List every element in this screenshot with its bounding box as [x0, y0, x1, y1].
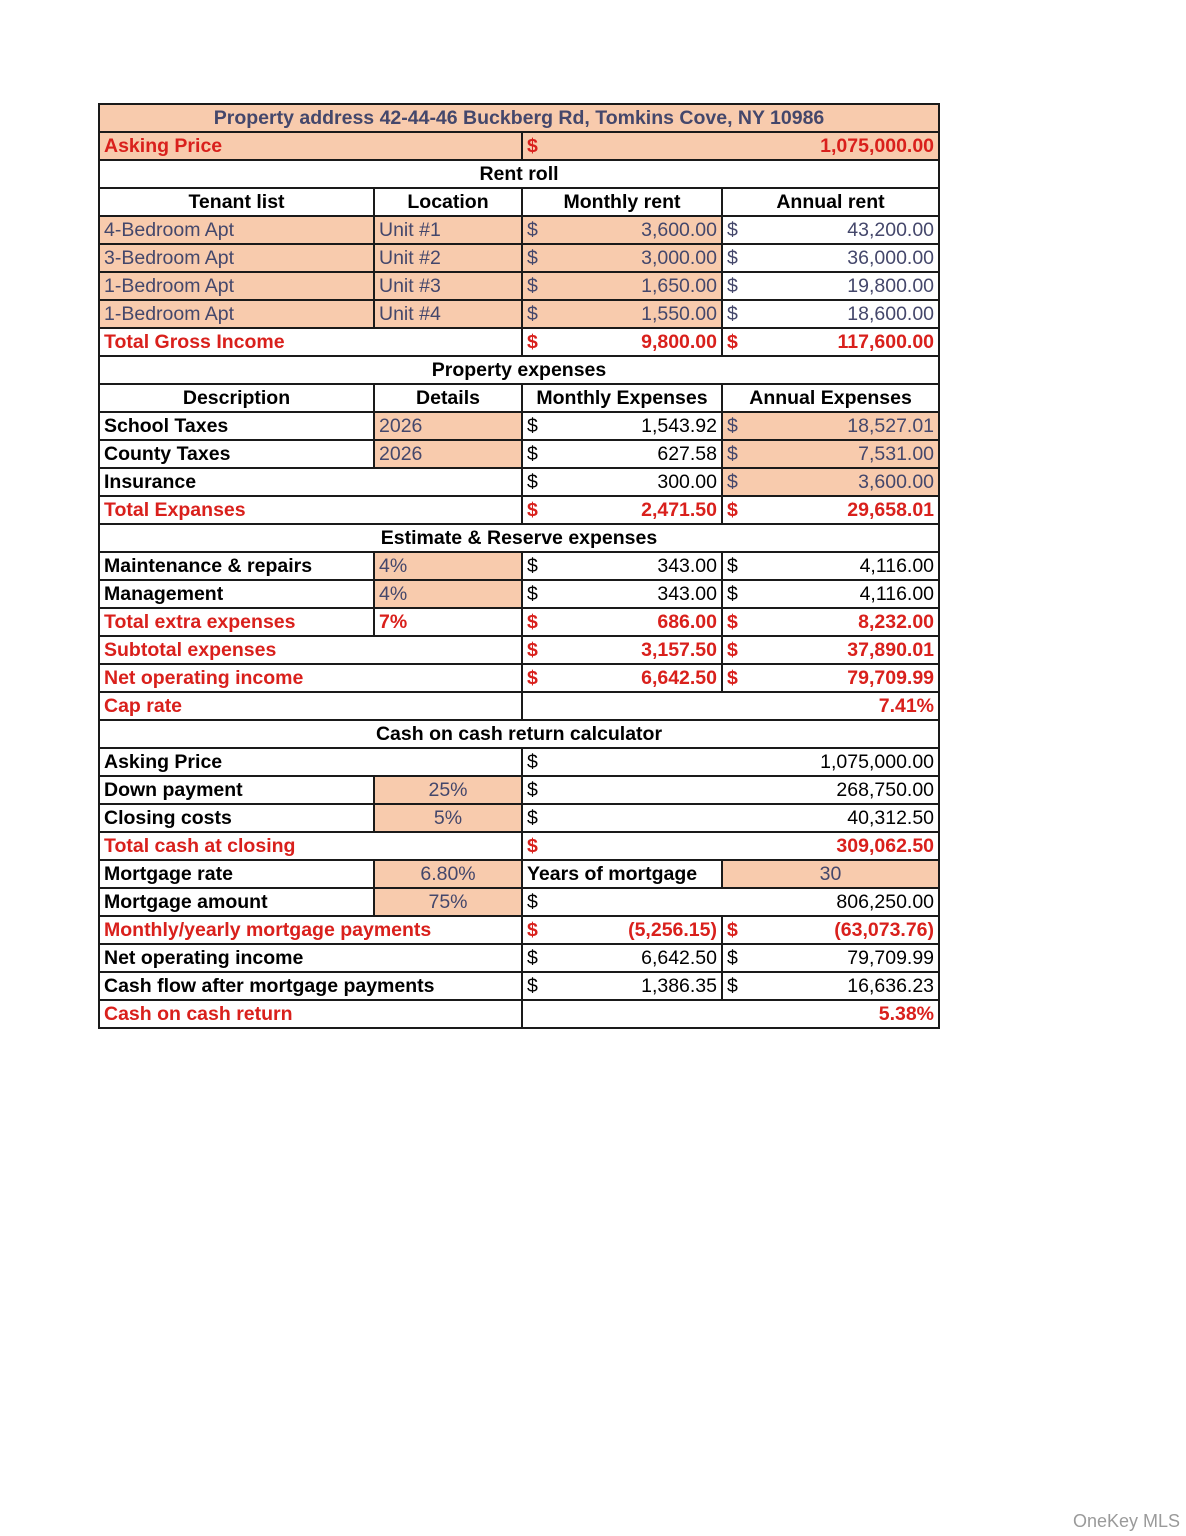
currency-symbol: $ — [727, 219, 738, 241]
currency-symbol: $ — [727, 499, 738, 521]
total-extra-annual: 8,232.00 — [858, 611, 935, 633]
currency-symbol: $ — [527, 807, 538, 829]
currency-symbol: $ — [727, 247, 738, 269]
monthly-expense: 300.00 — [657, 471, 717, 493]
currency-symbol: $ — [527, 415, 538, 437]
total-extra-expenses-row — [99, 608, 939, 636]
total-cash-row — [99, 832, 939, 860]
total-cash-value: 309,062.50 — [836, 835, 935, 857]
coc-noi-monthly: 6,642.50 — [641, 947, 717, 969]
cash-flow-annual: 16,636.23 — [847, 975, 935, 997]
currency-symbol: $ — [527, 583, 538, 605]
table-row — [99, 300, 939, 328]
currency-symbol: $ — [727, 331, 738, 353]
monthly-rent-cell: 3,600.00 — [641, 219, 717, 241]
header-monthly-rent: Monthly rent — [522, 188, 722, 216]
title-row — [99, 104, 939, 132]
subtotal-expenses-label: Subtotal expenses — [99, 636, 522, 664]
cap-rate-value: 7.41% — [522, 692, 939, 720]
monthly-rent-cell: 1,550.00 — [641, 303, 717, 325]
annual-rent-cell: 19,800.00 — [847, 275, 935, 297]
coc-noi-annual: 79,709.99 — [847, 947, 935, 969]
monthly-rent-cell: 3,000.00 — [641, 247, 717, 269]
reserve-annual: 4,116.00 — [859, 583, 935, 605]
rent-roll-heading-row — [99, 160, 939, 188]
subtotal-monthly: 3,157.50 — [641, 639, 717, 661]
currency-symbol: $ — [527, 303, 538, 325]
down-payment-label: Down payment — [99, 776, 374, 804]
tenant-cell: 4-Bedroom Apt — [99, 216, 374, 244]
reserve-heading-row — [99, 524, 939, 552]
currency-symbol: $ — [527, 667, 538, 689]
table-row — [99, 272, 939, 300]
coc-return-label: Cash on cash return — [99, 1000, 522, 1028]
annual-rent-cell: 43,200.00 — [847, 219, 935, 241]
property-expenses-heading: Property expenses — [99, 356, 939, 384]
header-location: Location — [374, 188, 522, 216]
currency-symbol: $ — [527, 331, 538, 353]
noi-monthly: 6,642.50 — [641, 667, 717, 689]
coc-heading: Cash on cash return calculator — [99, 720, 939, 748]
table-row — [99, 216, 939, 244]
header-annual-expenses: Annual Expenses — [722, 384, 939, 412]
noi-label: Net operating income — [99, 664, 522, 692]
total-monthly-expenses: 2,471.50 — [641, 499, 717, 521]
cap-rate-label: Cap rate — [99, 692, 522, 720]
mortgage-payments-label: Monthly/yearly mortgage payments — [99, 916, 522, 944]
mortgage-amount-value: 806,250.00 — [836, 891, 935, 913]
rent-roll-heading: Rent roll — [99, 160, 939, 188]
header-tenant-list: Tenant list — [99, 188, 374, 216]
annual-expense: 18,527.01 — [847, 415, 935, 437]
total-expenses-row — [99, 496, 939, 524]
currency-symbol: $ — [527, 611, 538, 633]
currency-symbol: $ — [527, 751, 538, 773]
property-address: Property address 42-44-46 Buckberg Rd, Tomkins Cove, NY 10986 — [99, 104, 939, 132]
coc-asking-label: Asking Price — [99, 748, 522, 776]
total-gross-income-label: Total Gross Income — [99, 328, 522, 356]
table-row — [99, 244, 939, 272]
total-extra-monthly: 686.00 — [657, 611, 717, 633]
down-payment-row — [99, 776, 939, 804]
mortgage-payment-monthly: (5,256.15) — [628, 919, 717, 941]
table-row — [99, 468, 939, 496]
currency-symbol: $ — [527, 219, 538, 241]
total-extra-expenses-label: Total extra expenses — [99, 608, 374, 636]
coc-asking-row — [99, 748, 939, 776]
currency-symbol: $ — [727, 443, 738, 465]
total-annual-expenses: 29,658.01 — [847, 499, 935, 521]
coc-noi-label: Net operating income — [99, 944, 522, 972]
table-row — [99, 552, 939, 580]
monthly-expense: 627.58 — [657, 443, 717, 465]
total-cash-label: Total cash at closing — [99, 832, 522, 860]
coc-asking-value: 1,075,000.00 — [820, 751, 935, 773]
header-description: Description — [99, 384, 374, 412]
cash-flow-monthly: 1,386.35 — [641, 975, 717, 997]
currency-symbol: $ — [727, 415, 738, 437]
total-expenses-label: Total Expanses — [99, 496, 522, 524]
reserve-description: Management — [99, 580, 374, 608]
tenant-cell: 1-Bedroom Apt — [99, 300, 374, 328]
currency-symbol: $ — [727, 583, 738, 605]
years-of-mortgage-value: 30 — [722, 860, 939, 888]
currency-symbol: $ — [727, 275, 738, 297]
table-row — [99, 440, 939, 468]
header-monthly-expenses: Monthly Expenses — [522, 384, 722, 412]
rent-roll-header-row — [99, 188, 939, 216]
total-annual-rent: 117,600.00 — [837, 331, 935, 353]
mortgage-rate-label: Mortgage rate — [99, 860, 374, 888]
header-annual-rent: Annual rent — [722, 188, 939, 216]
currency-symbol: $ — [527, 975, 538, 997]
total-extra-expenses-percent: 7% — [374, 608, 522, 636]
currency-symbol: $ — [527, 555, 538, 577]
currency-symbol: $ — [727, 667, 738, 689]
cash-flow-label: Cash flow after mortgage payments — [99, 972, 522, 1000]
currency-symbol: $ — [727, 611, 738, 633]
currency-symbol: $ — [727, 947, 738, 969]
down-payment-value: 268,750.00 — [836, 779, 935, 801]
mortgage-payments-row — [99, 916, 939, 944]
currency-symbol: $ — [527, 443, 538, 465]
closing-costs-percent: 5% — [374, 804, 522, 832]
net-operating-income-row — [99, 664, 939, 692]
expense-description: Insurance — [99, 468, 522, 496]
closing-costs-label: Closing costs — [99, 804, 374, 832]
annual-expense: 3,600.00 — [858, 471, 935, 493]
mortgage-rate-percent: 6.80% — [374, 860, 522, 888]
reserve-percent: 4% — [374, 552, 522, 580]
annual-rent-cell: 36,000.00 — [847, 247, 935, 269]
watermark: OneKey MLS — [1072, 1511, 1180, 1531]
reserve-annual: 4,116.00 — [859, 555, 935, 577]
location-cell: Unit #2 — [374, 244, 522, 272]
currency-symbol: $ — [727, 303, 738, 325]
currency-symbol: $ — [727, 919, 738, 941]
table-row — [99, 580, 939, 608]
currency-symbol: $ — [527, 499, 538, 521]
currency-symbol: $ — [727, 639, 738, 661]
coc-return-row — [99, 1000, 939, 1028]
currency-symbol: $ — [727, 471, 738, 493]
expense-details: 2026 — [374, 412, 522, 440]
location-cell: Unit #1 — [374, 216, 522, 244]
coc-return-value: 5.38% — [522, 1000, 939, 1028]
header-details: Details — [374, 384, 522, 412]
expense-details: 2026 — [374, 440, 522, 468]
currency-symbol: $ — [527, 919, 538, 941]
closing-costs-value: 40,312.50 — [847, 807, 935, 829]
currency-symbol: $ — [527, 247, 538, 269]
cap-rate-row — [99, 692, 939, 720]
mortgage-rate-row — [99, 860, 939, 888]
coc-heading-row — [99, 720, 939, 748]
mortgage-amount-percent: 75% — [374, 888, 522, 916]
currency-symbol: $ — [527, 639, 538, 661]
annual-expense: 7,531.00 — [858, 443, 935, 465]
down-payment-percent: 25% — [374, 776, 522, 804]
reserve-description: Maintenance & repairs — [99, 552, 374, 580]
location-cell: Unit #3 — [374, 272, 522, 300]
noi-annual: 79,709.99 — [847, 667, 935, 689]
currency-symbol: $ — [527, 835, 538, 857]
mortgage-payment-annual: (63,073.76) — [834, 919, 935, 941]
expense-description: School Taxes — [99, 412, 374, 440]
asking-price-label: Asking Price — [99, 132, 522, 160]
asking-price-value: 1,075,000.00 — [820, 135, 935, 157]
asking-price-row — [99, 132, 939, 160]
reserve-monthly: 343.00 — [657, 555, 717, 577]
currency-symbol: $ — [527, 779, 538, 801]
currency-symbol: $ — [527, 275, 538, 297]
subtotal-annual: 37,890.01 — [847, 639, 935, 661]
location-cell: Unit #4 — [374, 300, 522, 328]
tenant-cell: 3-Bedroom Apt — [99, 244, 374, 272]
currency-symbol: $ — [527, 891, 538, 913]
currency-symbol: $ — [727, 975, 738, 997]
table-row — [99, 412, 939, 440]
coc-noi-row — [99, 944, 939, 972]
currency-symbol: $ — [527, 135, 538, 157]
investment-analysis-sheet — [98, 103, 940, 1029]
monthly-rent-cell: 1,650.00 — [641, 275, 717, 297]
currency-symbol: $ — [727, 555, 738, 577]
closing-costs-row — [99, 804, 939, 832]
reserve-monthly: 343.00 — [657, 583, 717, 605]
expense-description: County Taxes — [99, 440, 374, 468]
total-gross-income-row — [99, 328, 939, 356]
mortgage-amount-label: Mortgage amount — [99, 888, 374, 916]
cash-flow-row — [99, 972, 939, 1000]
tenant-cell: 1-Bedroom Apt — [99, 272, 374, 300]
monthly-expense: 1,543.92 — [641, 415, 717, 437]
reserve-percent: 4% — [374, 580, 522, 608]
total-monthly-rent: 9,800.00 — [641, 331, 717, 353]
mortgage-amount-row — [99, 888, 939, 916]
currency-symbol: $ — [527, 471, 538, 493]
currency-symbol: $ — [527, 947, 538, 969]
subtotal-expenses-row — [99, 636, 939, 664]
property-expenses-heading-row — [99, 356, 939, 384]
reserve-heading: Estimate & Reserve expenses — [99, 524, 939, 552]
property-expenses-header-row — [99, 384, 939, 412]
annual-rent-cell: 18,600.00 — [847, 303, 935, 325]
years-of-mortgage-label: Years of mortgage — [522, 860, 722, 888]
